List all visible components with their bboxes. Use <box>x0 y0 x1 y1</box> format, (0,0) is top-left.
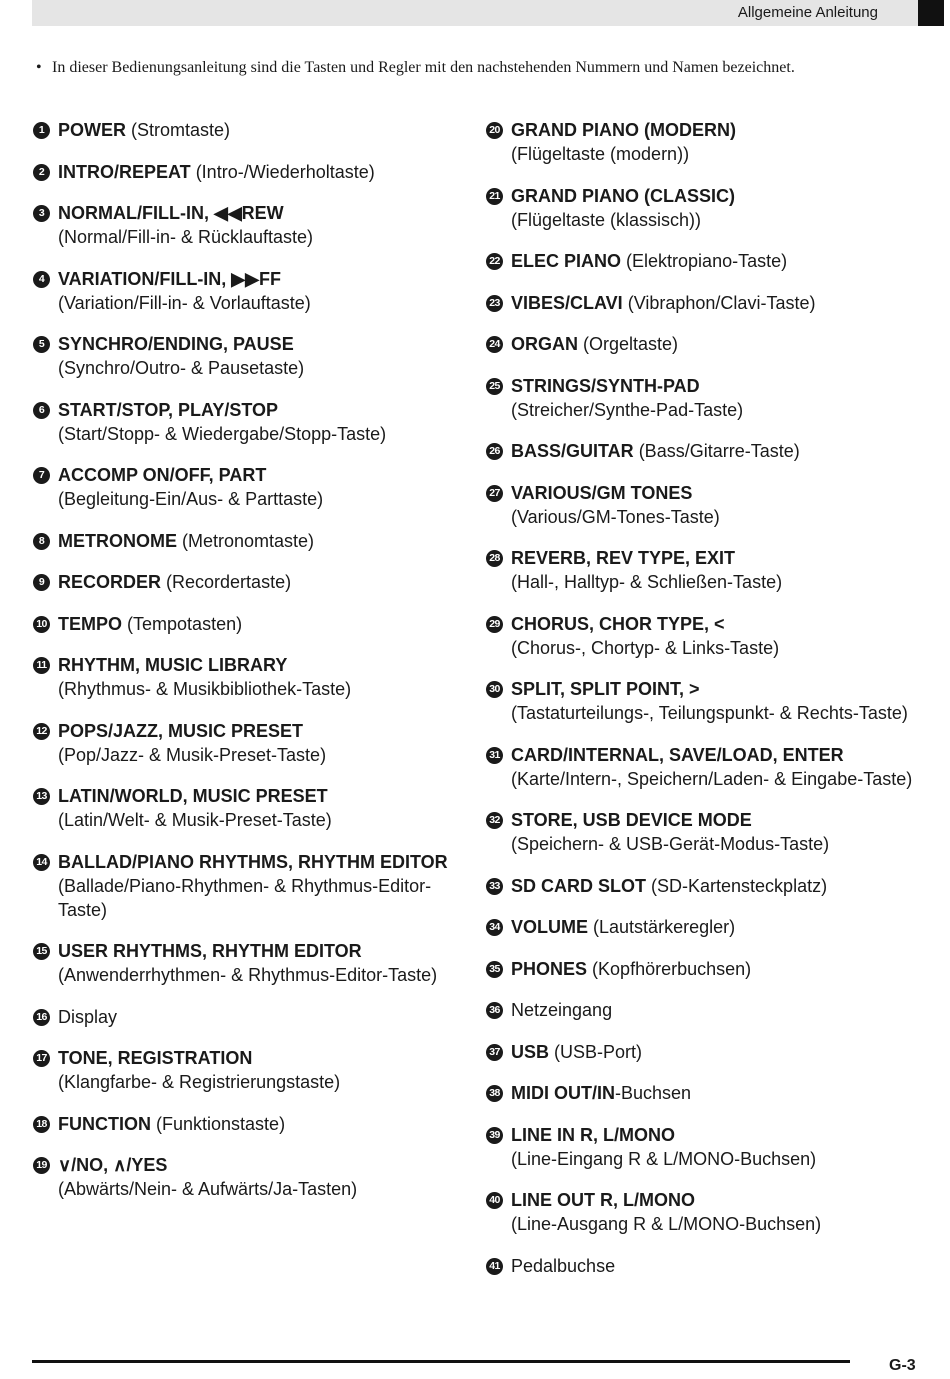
control-name: MIDI OUT/IN <box>511 1083 615 1103</box>
control-description: (Variation/Fill-in- & Vorlauftaste) <box>58 292 311 313</box>
control-list-item <box>33 719 473 767</box>
item-number-badge: 26 <box>486 443 503 460</box>
control-name: VARIOUS/GM TONES <box>511 482 693 503</box>
control-description: (Chorus-, Chortyp- & Links-Taste) <box>511 637 780 658</box>
control-name: NORMAL/FILL-IN, ◀◀REW <box>58 203 284 223</box>
item-number-badge: 15 <box>33 943 50 960</box>
control-list-item <box>33 570 473 594</box>
control-description: (Ballade/Piano-Rhythmen- & Rhythmus-Editor-Taste) <box>58 875 432 920</box>
control-list-item <box>33 1046 473 1094</box>
item-number-badge: 40 <box>486 1192 503 1209</box>
control-name: CARD/INTERNAL, SAVE/LOAD, ENTER <box>511 744 844 765</box>
control-list-item <box>486 481 926 529</box>
control-description: (Kopfhörerbuchsen) <box>592 958 752 979</box>
control-list-item <box>486 612 926 660</box>
control-list-item <box>33 201 473 249</box>
control-list-item <box>486 1123 926 1171</box>
control-description: (Streicher/Synthe-Pad-Taste) <box>511 399 744 420</box>
item-number-badge: 1 <box>33 122 50 139</box>
control-description: (Bass/Gitarre-Taste) <box>638 441 800 461</box>
control-name: FUNCTION <box>58 1113 151 1134</box>
control-description: (Klangfarbe- & Registrierungstaste) <box>58 1072 341 1092</box>
control-name: VARIATION/FILL-IN, ▶▶FF <box>58 268 281 289</box>
right-column-list <box>486 118 926 1295</box>
control-name: VOLUME <box>511 917 589 937</box>
control-name: LINE IN R, L/MONO <box>511 1124 675 1145</box>
control-list-item <box>486 374 926 422</box>
control-list-item <box>486 118 926 166</box>
control-description: (Tempotasten) <box>127 613 243 634</box>
control-description: (Hall-, Halltyp- & Schließen-Taste) <box>511 572 783 592</box>
item-number-badge: 37 <box>486 1044 503 1061</box>
control-name: SD CARD SLOT <box>511 875 646 896</box>
control-name: ACCOMP ON/OFF, PART <box>58 465 267 485</box>
control-list-item <box>33 939 473 987</box>
control-description: (Normal/Fill-in- & Rücklauftaste) <box>58 227 314 247</box>
item-number-badge: 23 <box>486 295 503 312</box>
item-number-badge: 25 <box>486 378 503 395</box>
item-number-badge: 16 <box>33 1009 50 1026</box>
item-number-badge: 10 <box>33 616 50 633</box>
item-number-badge: 13 <box>33 788 50 805</box>
item-number-badge: 32 <box>486 812 503 829</box>
page-number: G-3 <box>889 1357 916 1374</box>
control-description: (Latin/Welt- & Musik-Preset-Taste) <box>58 810 332 830</box>
item-number-badge: 9 <box>33 574 50 591</box>
item-number-badge: 18 <box>33 1116 50 1133</box>
control-name: USER RHYTHMS, RHYTHM EDITOR <box>58 941 362 961</box>
control-list-item <box>486 743 926 791</box>
item-number-badge: 11 <box>33 657 50 674</box>
control-list-item <box>486 1188 926 1236</box>
control-name: VIBES/CLAVI <box>511 292 623 313</box>
control-list-item <box>33 1112 473 1136</box>
item-number-badge: 2 <box>33 164 50 181</box>
control-description: (Lautstärkeregler) <box>593 917 736 937</box>
control-name: ELEC PIANO <box>511 251 622 271</box>
control-list-item <box>33 784 473 832</box>
control-list-item <box>33 612 473 636</box>
control-name: ORGAN <box>511 334 578 354</box>
item-number-badge: 5 <box>33 336 50 353</box>
control-list-item <box>33 398 473 446</box>
bullet-icon: • <box>36 59 42 76</box>
control-list-item <box>486 291 926 315</box>
control-list-item <box>33 332 473 380</box>
control-description: (Stromtaste) <box>131 120 231 140</box>
control-description: (Intro-/Wiederholtaste) <box>195 161 375 182</box>
control-name: METRONOME <box>58 530 177 551</box>
control-description: (Abwärts/Nein- & Aufwärts/Ja-Tasten) <box>58 1179 358 1199</box>
control-list-item <box>486 1040 926 1064</box>
item-number-badge: 30 <box>486 681 503 698</box>
control-description: Display <box>58 1006 118 1027</box>
header-bar <box>32 0 918 26</box>
control-name: REVERB, REV TYPE, EXIT <box>511 548 736 568</box>
item-number-badge: 14 <box>33 854 50 871</box>
item-number-badge: 20 <box>486 122 503 139</box>
control-name: CHORUS, CHOR TYPE, < <box>511 613 725 634</box>
control-description: (Speichern- & USB-Gerät-Modus-Taste) <box>511 834 830 854</box>
control-description: (USB-Port) <box>554 1041 643 1062</box>
control-list-item <box>486 677 926 725</box>
control-name: SPLIT, SPLIT POINT, > <box>511 679 700 699</box>
control-description: (Vibraphon/Clavi-Taste) <box>627 292 816 313</box>
control-description: (Line-Eingang R & L/MONO-Buchsen) <box>511 1148 817 1169</box>
item-number-badge: 7 <box>33 467 50 484</box>
control-description: (Rhythmus- & Musikbibliothek-Taste) <box>58 679 352 699</box>
control-list-item <box>486 874 926 898</box>
item-number-badge: 4 <box>33 271 50 288</box>
item-number-badge: 31 <box>486 747 503 764</box>
control-description: (Recordertaste) <box>166 572 292 592</box>
control-description: (Metronomtaste) <box>182 530 315 551</box>
control-list-item <box>486 915 926 939</box>
item-number-badge: 21 <box>486 188 503 205</box>
control-list-item <box>33 267 473 315</box>
control-name: GRAND PIANO (CLASSIC) <box>511 185 735 206</box>
control-list-item <box>33 850 473 922</box>
section-title: Allgemeine Anleitung <box>737 4 878 21</box>
item-number-badge: 19 <box>33 1157 50 1174</box>
control-name: INTRO/REPEAT <box>58 161 191 182</box>
item-number-badge: 38 <box>486 1085 503 1102</box>
footer-rule <box>32 1360 850 1363</box>
item-number-badge: 27 <box>486 485 503 502</box>
item-number-badge: 36 <box>486 1002 503 1019</box>
control-description: (Anwenderrhythmen- & Rhythmus-Editor-Taste) <box>58 965 438 985</box>
control-name: RECORDER <box>58 572 162 592</box>
control-name: POPS/JAZZ, MUSIC PRESET <box>58 720 304 741</box>
item-number-badge: 6 <box>33 402 50 419</box>
item-number-badge: 33 <box>486 878 503 895</box>
control-list-item <box>486 546 926 594</box>
control-description: (Various/GM-Tones-Taste) <box>511 506 720 527</box>
control-list-item <box>486 1254 926 1278</box>
control-description: Netzeingang <box>511 1000 613 1020</box>
item-number-badge: 28 <box>486 550 503 567</box>
control-description: (Line-Ausgang R & L/MONO-Buchsen) <box>511 1214 822 1234</box>
control-name: POWER <box>58 120 127 140</box>
control-list-item <box>33 529 473 553</box>
intro-paragraph <box>36 57 896 78</box>
control-name: STORE, USB DEVICE MODE <box>511 810 752 830</box>
control-name: PHONES <box>511 958 588 979</box>
control-name: TEMPO <box>58 613 123 634</box>
control-description: (Flügeltaste (modern)) <box>511 144 690 164</box>
control-name: TONE, REGISTRATION <box>58 1048 253 1068</box>
control-description: (Karte/Intern-, Speichern/Laden- & Eingabe-Taste) <box>511 768 913 789</box>
control-description: (Funktionstaste) <box>156 1113 286 1134</box>
control-list-item <box>33 463 473 511</box>
item-number-badge: 8 <box>33 533 50 550</box>
control-description: (Tastaturteilungs-, Teilungspunkt- & Rechts-Taste) <box>511 703 908 723</box>
header-tab-marker <box>918 0 944 26</box>
item-number-badge: 3 <box>33 205 50 222</box>
item-number-badge: 22 <box>486 253 503 270</box>
control-name: SYNCHRO/ENDING, PAUSE <box>58 334 294 354</box>
control-name: RHYTHM, MUSIC LIBRARY <box>58 655 288 675</box>
item-number-badge: 17 <box>33 1050 50 1067</box>
control-list-item <box>33 1153 473 1201</box>
control-list-item <box>33 1005 473 1029</box>
item-number-badge: 41 <box>486 1258 503 1275</box>
item-number-badge: 12 <box>33 723 50 740</box>
control-description: Pedalbuchse <box>511 1255 616 1276</box>
control-list-item <box>486 808 926 856</box>
control-list-item <box>486 998 926 1022</box>
control-list-item <box>486 184 926 232</box>
control-list-item <box>33 653 473 701</box>
control-list-item <box>486 249 926 273</box>
item-number-badge: 24 <box>486 336 503 353</box>
control-name: GRAND PIANO (MODERN) <box>511 120 736 140</box>
control-list-item <box>486 439 926 463</box>
control-description: (Orgeltaste) <box>583 334 679 354</box>
control-name: START/STOP, PLAY/STOP <box>58 399 279 420</box>
control-list-item <box>486 957 926 981</box>
control-name: STRINGS/SYNTH-PAD <box>511 375 700 396</box>
item-number-badge: 35 <box>486 961 503 978</box>
control-list-item <box>33 160 473 184</box>
control-description: (Elektropiano-Taste) <box>626 251 788 271</box>
control-name: BASS/GUITAR <box>511 441 634 461</box>
control-name: BALLAD/PIANO RHYTHMS, RHYTHM EDITOR <box>58 851 448 872</box>
control-description: (Start/Stopp- & Wiedergabe/Stopp-Taste) <box>58 423 387 444</box>
control-description: (Pop/Jazz- & Musik-Preset-Taste) <box>58 744 327 765</box>
control-description: (Begleitung-Ein/Aus- & Parttaste) <box>58 489 324 509</box>
item-number-badge: 34 <box>486 919 503 936</box>
control-description: (SD-Kartensteckplatz) <box>651 875 828 896</box>
item-number-badge: 39 <box>486 1127 503 1144</box>
control-name: LINE OUT R, L/MONO <box>511 1190 695 1210</box>
intro-text: In dieser Bedienungsanleitung sind die Tasten und Regler mit den nachstehenden Nummern und Namen bezeichnet. <box>52 59 795 76</box>
control-description: (Synchro/Outro- & Pausetaste) <box>58 358 305 378</box>
control-name: LATIN/WORLD, MUSIC PRESET <box>58 786 328 806</box>
control-list-item <box>486 332 926 356</box>
control-description: (Flügeltaste (klassisch)) <box>511 209 702 230</box>
control-name: ∨/NO, ∧/YES <box>58 1155 168 1175</box>
control-list-item <box>33 118 473 142</box>
control-name: USB <box>511 1041 550 1062</box>
item-number-badge: 29 <box>486 616 503 633</box>
control-list-item <box>486 1081 926 1105</box>
left-column-list <box>33 118 473 1219</box>
control-description: -Buchsen <box>615 1083 692 1103</box>
